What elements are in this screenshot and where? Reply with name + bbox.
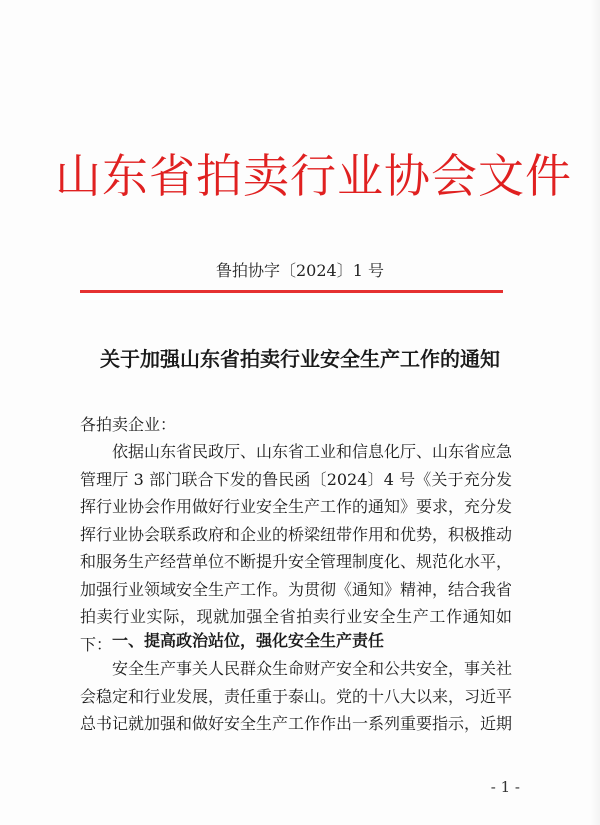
body-paragraph-1: 依据山东省民政厅、山东省工业和信息化厅、山东省应急管理厅 3 部门联合下发的鲁民函〔2024〕4 号《关于充分发挥行业协会作用做好行业安全生产工作的通知》要求，充分发挥行业协会联系政府和企业的桥梁纽带作用和优势，积极推动和服务生产经营单位不断提升安全管理制度化、规范化水平，加强行业领域安全生产工作。为贯彻《通知》精神，结合我省拍卖行业实际，现就加强全省拍卖行业安全生产工作通知如下：: [80, 442, 513, 654]
document-number: 鲁拍协字〔2024〕1 号: [216, 261, 384, 280]
red-divider-rule: [80, 290, 503, 293]
addressee-line: 各拍卖企业：: [80, 415, 177, 434]
scan-edge-shadow: [590, 0, 600, 825]
document-header-title: 山东省拍卖行业协会文件: [55, 149, 572, 203]
section-heading-1: 一、提高政治站位，强化安全生产责任: [112, 631, 385, 650]
notice-title: 关于加强山东省拍卖行业安全生产工作的通知: [100, 347, 500, 371]
body-paragraph-2: 安全生产事关人民群众生命财产安全和公共安全，事关社会稳定和行业发展，责任重于泰山。党的十八大以来，习近平总书记就加强和做好安全生产工作作出一系列重要指示，近期: [80, 659, 513, 733]
page-number: - 1 -: [490, 778, 520, 796]
